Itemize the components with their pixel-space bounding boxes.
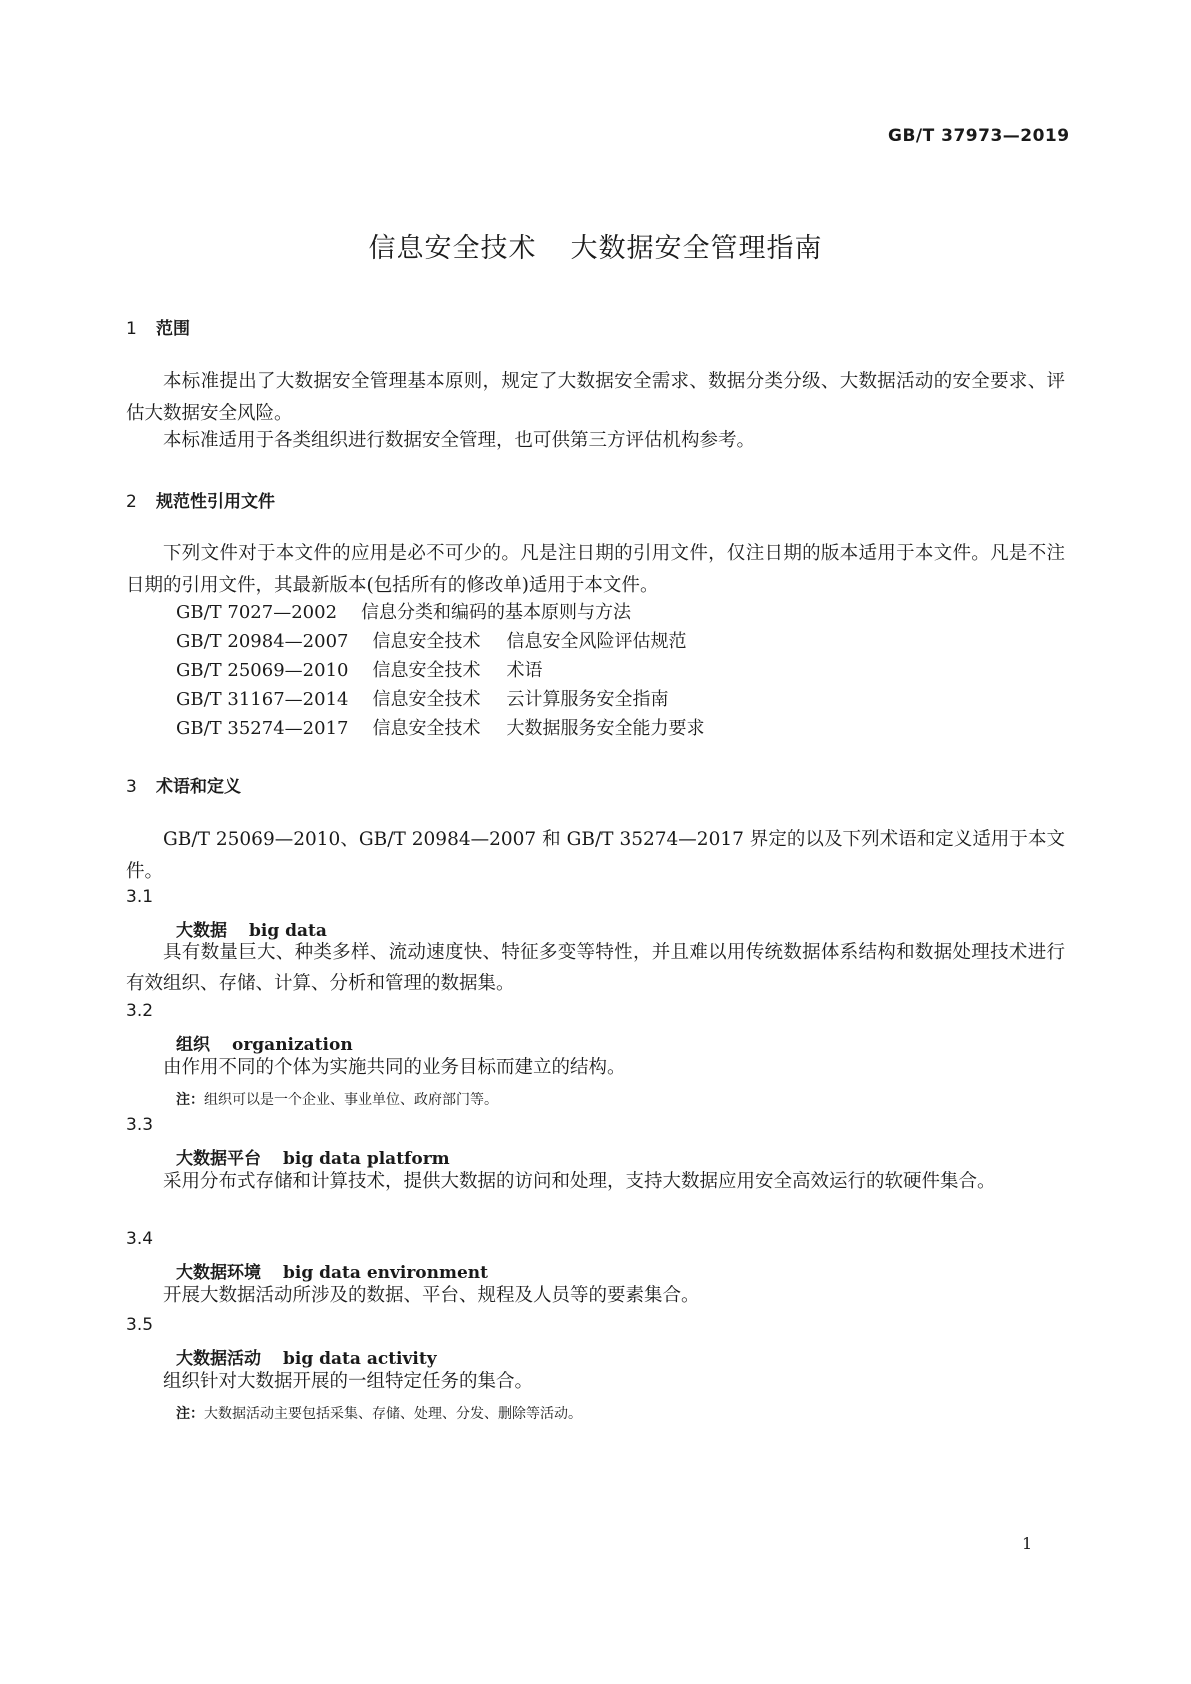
clause-number: 3.3 xyxy=(126,1115,154,1135)
term-definition: 具有数量巨大、种类多样、流动速度快、特征多变等特性，并且难以用传统数据体系结构和数据处理技术进行有效组织、存储、计算、分析和管理的数据集。 xyxy=(126,942,1065,994)
reference-item: GB/T 20984—2007 信息安全技术 信息安全风险评估规范 xyxy=(176,631,687,652)
term-heading: 组织 organization xyxy=(176,1035,353,1055)
clause-number: 3.5 xyxy=(126,1315,154,1335)
title-part1: 信息安全技术 xyxy=(368,233,537,264)
page-number: 1 xyxy=(1022,1534,1033,1553)
title-part2: 大数据安全管理指南 xyxy=(570,233,823,264)
section-3-paragraph-1: GB/T 25069—2010、GB/T 20984—2007 和 GB/T 35274—2017 界定的以及下列术语和定义适用于本文件。 xyxy=(126,829,1065,882)
clause-number: 3.2 xyxy=(126,1001,154,1021)
term-definition: 采用分布式存储和计算技术，提供大数据的访问和处理，支持大数据应用安全高效运行的软硬件集合。 xyxy=(163,1171,996,1192)
document-title xyxy=(0,226,1191,265)
term-heading: 大数据 big data xyxy=(176,921,327,941)
reference-item: GB/T 31167—2014 信息安全技术 云计算服务安全指南 xyxy=(176,689,669,710)
section-1-paragraph-2: 本标准适用于各类组织进行数据安全管理，也可供第三方评估机构参考。 xyxy=(163,430,756,451)
section-1-heading: 1 范围 xyxy=(126,319,190,339)
term-note: 注：大数据活动主要包括采集、存储、处理、分发、删除等活动。 xyxy=(176,1406,582,1422)
standard-code: GB/T 37973—2019 xyxy=(888,126,1070,146)
clause-number: 3.4 xyxy=(126,1229,154,1249)
section-2-heading: 2 规范性引用文件 xyxy=(126,492,275,512)
clause-number: 3.1 xyxy=(126,887,154,907)
section-3-heading: 3 术语和定义 xyxy=(126,777,241,797)
term-heading: 大数据活动 big data activity xyxy=(176,1349,437,1369)
reference-item: GB/T 7027—2002 信息分类和编码的基本原则与方法 xyxy=(176,602,632,623)
term-heading: 大数据平台 big data platform xyxy=(176,1149,450,1169)
term-note: 注：组织可以是一个企业、事业单位、政府部门等。 xyxy=(176,1092,498,1108)
term-definition: 由作用不同的个体为实施共同的业务目标而建立的结构。 xyxy=(163,1057,626,1078)
term-definition: 组织针对大数据开展的一组特定任务的集合。 xyxy=(163,1371,534,1392)
section-2-paragraph-1: 下列文件对于本文件的应用是必不可少的。凡是注日期的引用文件，仅注日期的版本适用于本文件。凡是不注日期的引用文件，其最新版本(包括所有的修改单)适用于本文件。 xyxy=(126,543,1065,596)
reference-item: GB/T 35274—2017 信息安全技术 大数据服务安全能力要求 xyxy=(176,718,705,739)
section-1-paragraph-1: 本标准提出了大数据安全管理基本原则，规定了大数据安全需求、数据分类分级、大数据活动的安全要求、评估大数据安全风险。 xyxy=(126,371,1065,424)
term-definition: 开展大数据活动所涉及的数据、平台、规程及人员等的要素集合。 xyxy=(163,1285,700,1306)
term-heading: 大数据环境 big data environment xyxy=(176,1263,489,1283)
reference-item: GB/T 25069—2010 信息安全技术 术语 xyxy=(176,660,543,681)
